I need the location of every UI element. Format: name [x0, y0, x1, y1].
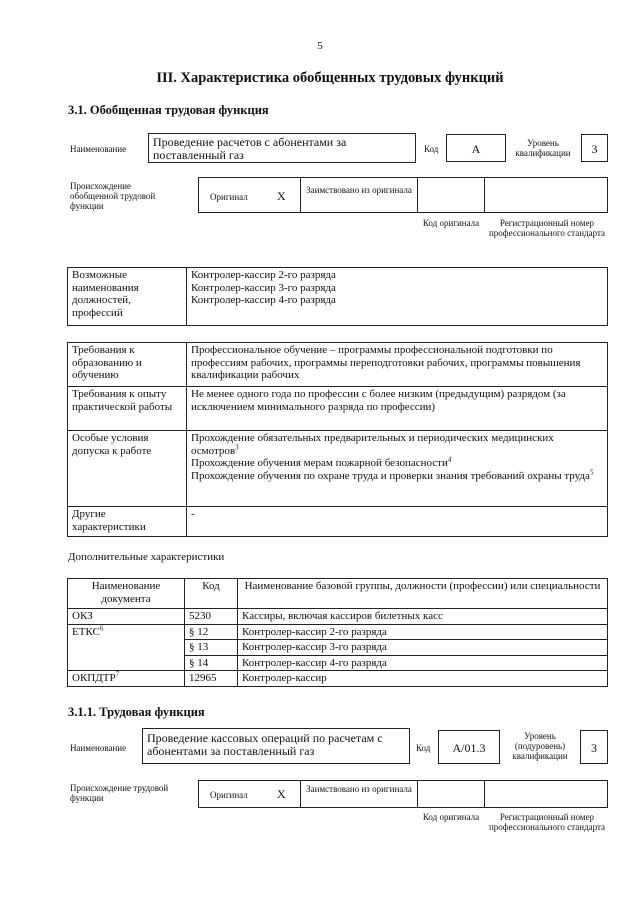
additional-table	[67, 578, 608, 687]
tf-section-title: 3.1.1. Трудовая функция	[68, 705, 205, 719]
positions-list	[187, 268, 608, 326]
req-education-value: Профессиональное обучение – программы профессиональной подготовки по профессиям рабочих, программы переподготовки рабочих, программы повышения квалификации рабочих	[187, 343, 608, 387]
footnote-ref: 6	[99, 623, 104, 632]
gtf-origin-label: Происхождение обобщенной трудовой функции	[70, 181, 156, 211]
gtf-original-mark: X	[277, 189, 286, 203]
header-doc: Наименование документа	[68, 579, 185, 609]
table-row: § 13 Контролер-кассир 3-го разряда	[68, 640, 608, 656]
gtf-original-label: Оригинал	[210, 192, 248, 202]
tf-reg-number-caption: Регистрационный номер профессионального стандарта	[488, 812, 606, 832]
req-experience-value: Не менее одного года по профессии с более низким (предыдущим) разрядом (за исключением минимального разряда по профессии)	[187, 387, 608, 431]
gtf-level-label: Уровень квалификации	[515, 138, 571, 158]
req-experience-label: Требования к опыту практической работы	[68, 387, 187, 431]
list-item: Контролер-кассир 3-го разряда	[191, 281, 336, 294]
footnote-ref: 5	[589, 467, 594, 476]
req-conditions-value	[187, 431, 608, 507]
gtf-name-value: Проведение расчетов с абонентами за поставленный газ	[148, 133, 416, 163]
header-name: Наименование базовой группы, должности (профессии) или специальности	[238, 579, 608, 609]
tf-name-label: Наименование	[70, 743, 127, 753]
gtf-level-value: 3	[581, 134, 608, 162]
list-item: Прохождение обучения мерам пожарной безопасности	[191, 457, 448, 469]
requirements-table	[67, 342, 608, 537]
gtf-section-title: 3.1. Обобщенная трудовая функция	[68, 103, 269, 117]
tf-borrowed-label: Заимствовано из оригинала	[306, 784, 412, 794]
header-code: Код	[185, 579, 238, 609]
gtf-origin-box	[198, 177, 608, 213]
gtf-reg-number-caption: Регистрационный номер профессионального стандарта	[488, 218, 606, 238]
page-number: 5	[317, 40, 323, 52]
page-title: III. Характеристика обобщенных трудовых функций	[156, 70, 504, 86]
table-row: ОКПДТР$^7$ 12965 Контролер-кассир	[68, 671, 608, 687]
list-item: Прохождение обучения по охране труда и проверки знания требований охраны труда	[191, 469, 590, 482]
gtf-code-label: Код	[424, 144, 439, 154]
list-item: Прохождение обязательных предварительных и периодических медицинских осмотров	[191, 432, 554, 457]
positions-table	[67, 267, 608, 326]
tf-code-value: А/01.3	[438, 730, 500, 764]
footnote-ref: 7	[115, 670, 120, 679]
additional-title: Дополнительные характеристики	[68, 551, 225, 563]
tf-original-label: Оригинал	[210, 790, 248, 800]
positions-label: Возможные наименования должностей, профессий	[68, 268, 187, 326]
list-item: Контролер-кассир 4-го разряда	[191, 294, 336, 306]
tf-code-original-caption: Код оригинала	[422, 812, 480, 822]
req-other-value: -	[187, 507, 608, 537]
req-education-label: Требования к образованию и обучению	[68, 343, 187, 387]
tf-original-mark: X	[277, 787, 286, 801]
tf-origin-label: Происхождение трудовой функции	[70, 783, 169, 803]
gtf-code-value: А	[446, 134, 506, 162]
table-row: ОКЗ 5230 Кассиры, включая кассиров билетных касс	[68, 609, 608, 625]
table-row: ЕТКС$^6$ § 12 Контролер-кассир 2-го разряда	[68, 624, 608, 640]
tf-level-label: Уровень (подуровень) квалификации	[512, 731, 568, 761]
gtf-name-label: Наименование	[70, 144, 127, 154]
tf-level-value: 3	[580, 730, 608, 764]
tf-name-value: Проведение кассовых операций по расчетам с абонентами за поставленный газ	[142, 728, 410, 764]
table-row: § 14 Контролер-кассир 4-го разряда	[68, 655, 608, 671]
req-other-label: Другие характеристики	[68, 507, 187, 537]
footnote-ref: 3	[235, 442, 239, 451]
footnote-ref: 4	[447, 455, 452, 464]
tf-code-label: Код	[416, 743, 431, 753]
list-item: Контролер-кассир 2-го разряда	[191, 269, 336, 281]
req-conditions-label: Особые условия допуска к работе	[68, 431, 187, 507]
gtf-borrowed-label: Заимствовано из оригинала	[306, 185, 412, 195]
gtf-code-original-caption: Код оригинала	[422, 218, 480, 228]
